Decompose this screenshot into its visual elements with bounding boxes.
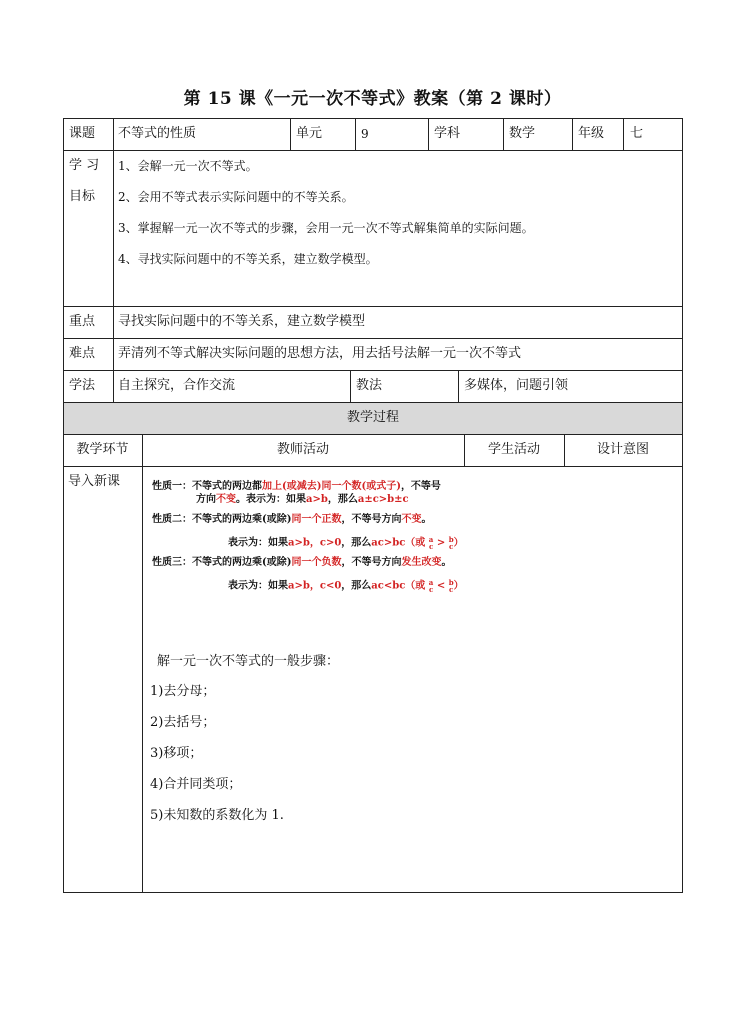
step-item: 2)去括号； [150, 715, 216, 730]
property-one-line1: 性质一：不等式的两边都加上(或减去)同一个数(或式子)，不等号 [152, 481, 441, 492]
topic-label: 课题 [69, 126, 96, 141]
teach-method-value: 多媒体，问题引领 [464, 378, 569, 393]
col-teacher: 教师活动 [276, 442, 329, 457]
teach-method-label: 教法 [356, 378, 383, 393]
key-point-label: 重点 [69, 314, 96, 329]
objectives-label-line2: 目标 [69, 189, 96, 204]
step-item: 4)合并同类项； [150, 777, 242, 792]
property-three-line1: 性质三：不等式的两边乘(或除)同一个负数，不等号方向发生改变。 [152, 557, 452, 568]
study-method-value: 自主探究，合作交流 [118, 378, 236, 393]
objective-item: 3、掌握解一元一次不等式的步骤，会用一元一次不等式解集简单的实际问题。 [118, 221, 534, 235]
property-two-line1: 性质二：不等式的两边乘(或除)同一个正数，不等号方向不变。 [152, 514, 432, 525]
grade-value: 七 [630, 126, 644, 141]
steps-heading: 解一元一次不等式的一般步骤： [157, 654, 340, 669]
stage-value: 导入新课 [68, 474, 121, 489]
objective-item: 2、会用不等式表示实际问题中的不等关系。 [118, 190, 354, 204]
objective-item: 1、会解一元一次不等式。 [118, 159, 258, 173]
difficulty-value: 弄清列不等式解决实际问题的思想方法，用去括号法解一元一次不等式 [118, 346, 522, 361]
objectives-label-line1: 学 习 [69, 158, 100, 173]
objective-item: 4、寻找实际问题中的不等关系，建立数学模型。 [118, 252, 378, 266]
step-item: 1)去分母； [150, 684, 216, 699]
step-item: 3)移项； [150, 746, 203, 761]
key-point-value: 寻找实际问题中的不等关系，建立数学模型 [118, 314, 366, 329]
process-heading: 教学过程 [346, 410, 399, 425]
step-item: 5)未知数的系数化为 1. [150, 808, 284, 823]
document-title: 第 15 课《一元一次不等式》教案（第 2 课时） [183, 89, 562, 109]
subject-label: 学科 [434, 126, 461, 141]
difficulty-label: 难点 [69, 346, 96, 361]
property-one-line2: 方向不变。表示为：如果a>b，那么a±c>b±c [196, 494, 409, 505]
unit-value: 9 [361, 127, 369, 141]
property-two-expression: 表示为：如果a>b，c>0，那么ac>bc（或 a c > b c） [228, 535, 464, 551]
property-three-expression: 表示为：如果a>b，c<0，那么ac<bc（或 a c < b c） [228, 578, 464, 594]
col-stage: 教学环节 [76, 442, 129, 457]
col-design: 设计意图 [596, 442, 649, 457]
grade-label: 年级 [578, 126, 605, 141]
subject-value: 数学 [509, 126, 536, 141]
col-student: 学生活动 [487, 442, 540, 457]
study-method-label: 学法 [69, 378, 96, 393]
unit-label: 单元 [296, 126, 323, 141]
topic-value: 不等式的性质 [118, 126, 197, 141]
inequality-properties-image [146, 472, 486, 600]
